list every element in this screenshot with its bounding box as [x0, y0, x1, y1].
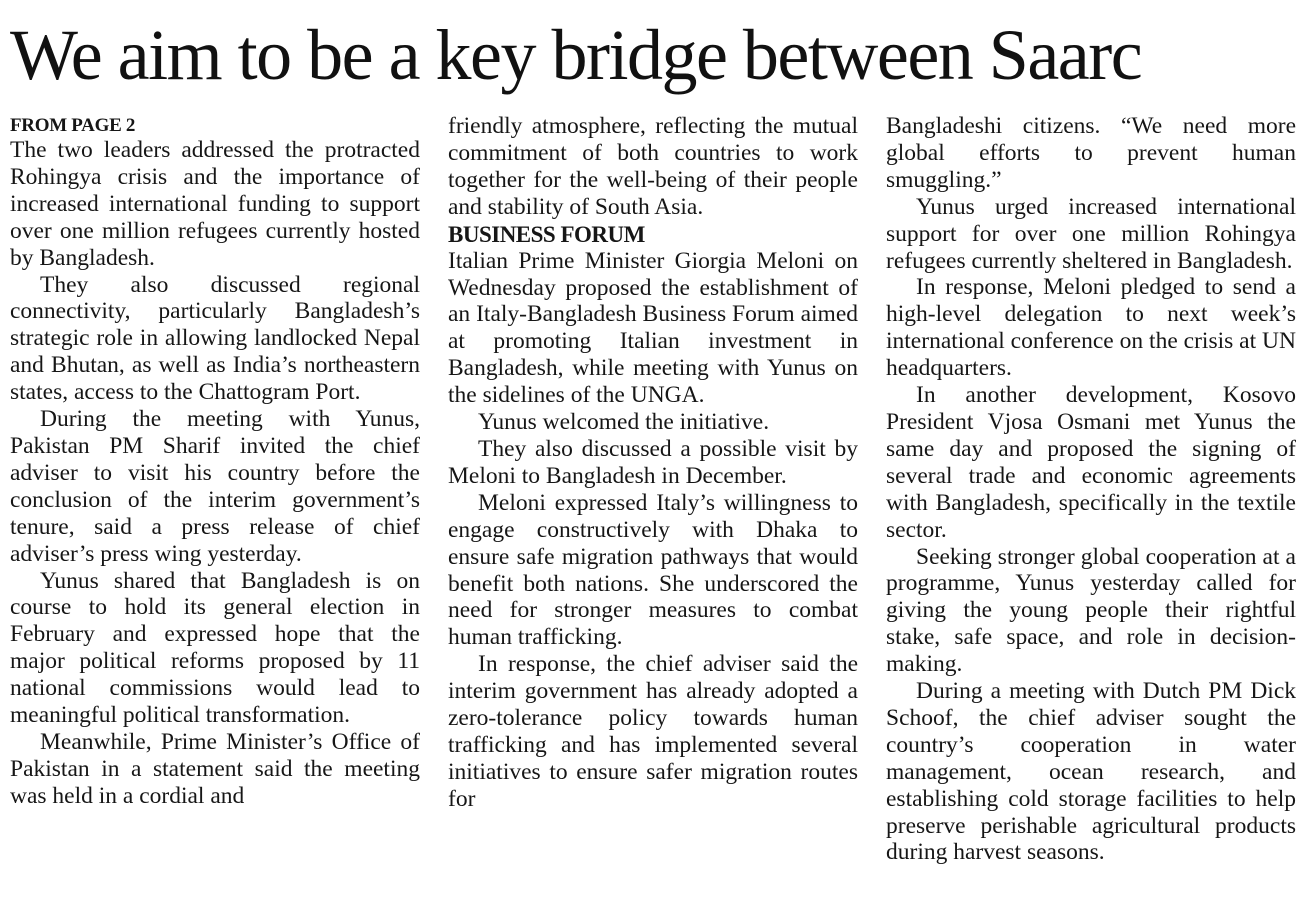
- article-column-2: [448, 113, 858, 813]
- paragraph: Meloni expressed Italy’s willingness to engage constructively with Dhaka to ensure safe migration pathways that would benefit both nations. She underscored the need for stronger measures to combat human trafficking.: [448, 489, 858, 651]
- article-column-3: [886, 113, 1296, 866]
- headline: We aim to be a key bridge between Saarc: [10, 15, 1142, 95]
- paragraph: In response, the chief adviser said the interim government has already adopted a zero-tolerance policy towards human trafficking and has implemented several initiatives to ensure safer migration routes for: [448, 651, 858, 812]
- paragraph: Meanwhile, Prime Minister’s Office of Pakistan in a statement said the meeting was held in a cordial and: [10, 728, 420, 809]
- paragraph: The two leaders addressed the protracted Rohingya crisis and the importance of increased international funding to support over one million refugees currently hosted by Bangladesh.: [10, 137, 420, 271]
- paragraph: During the meeting with Yunus, Pakistan PM Sharif invited the chief adviser to visit his country before the conclusion of the interim government’s tenure, said a press release of chief adviser’s press wing yesterday.: [10, 406, 420, 567]
- paragraph: Italian Prime Minister Giorgia Meloni on Wednesday proposed the establishment of an Italy-Bangladesh Business Forum aimed at promoting Italian investment in Bangladesh, while meeting with Yunus on the sidelines of the UNGA.: [448, 247, 858, 409]
- paragraph-continued: friendly atmosphere, reflecting the mutual commitment of both countries to work together for the well-being of their people and stability of South Asia.: [448, 113, 858, 220]
- paragraph: Seeking stronger global cooperation at a programme, Yunus yesterday called for giving the young people their rightful stake, safe space, and role in decision-making.: [886, 543, 1296, 678]
- paragraph: Yunus welcomed the initiative.: [478, 409, 770, 436]
- paragraph: In response, Meloni pledged to send a high-level delegation to next week’s international conference on the crisis at UN headquarters.: [886, 274, 1296, 382]
- article-column-1: [10, 113, 420, 810]
- paragraph-continued: Bangladeshi citizens. “We need more global efforts to prevent human smuggling.”: [886, 113, 1296, 193]
- section-subhead: BUSINESS FORUM: [448, 221, 645, 247]
- paragraph: In another development, Kosovo President Vjosa Osmani met Yunus the same day and proposed the signing of several trade and economic agreements with Bangladesh, specifically in the textile sector.: [886, 382, 1296, 543]
- from-page-kicker: FROM PAGE 2: [10, 115, 136, 136]
- paragraph: They also discussed regional connectivity, particularly Bangladesh’s strategic role in allowing landlocked Nepal and Bhutan, as well as India’s northeastern states, access to the Chattogram Port.: [10, 271, 420, 406]
- paragraph: They also discussed a possible visit by Meloni to Bangladesh in December.: [448, 435, 858, 489]
- paragraph: Yunus shared that Bangladesh is on course to hold its general election in February and expressed hope that the major political reforms proposed by 11 national commissions would lead to meaningful political transformation.: [10, 567, 420, 729]
- paragraph: Yunus urged increased international support for over one million Rohingya refugees currently sheltered in Bangladesh.: [886, 193, 1296, 274]
- paragraph: During a meeting with Dutch PM Dick Schoof, the chief adviser sought the country’s cooperation in water management, ocean research, and establishing cold storage facilities to help preserve perishable agricultural products during harvest seasons.: [886, 678, 1296, 866]
